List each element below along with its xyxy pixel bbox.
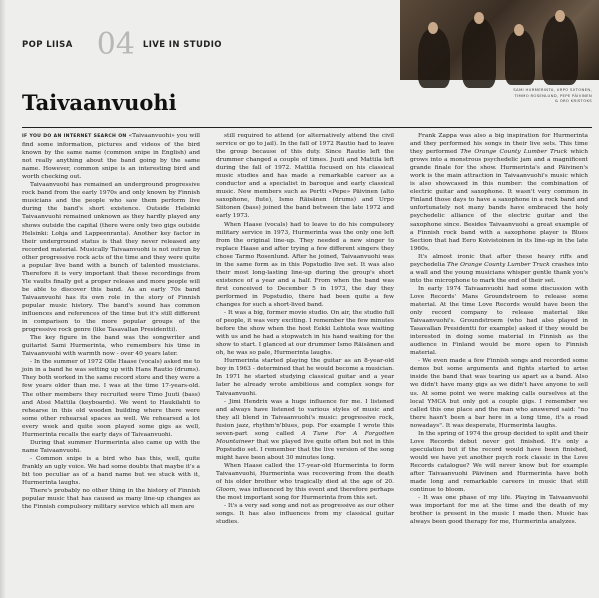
photo-face (428, 22, 438, 34)
body-paragraph: There's probably no other thing in the history of Finnish popular music that has caused as many line-up changes as the Finnish compulsory military service which all men are (22, 488, 200, 511)
body-paragraph: The key figure in the band was the songwriter and guitarist Sami Hurmerinta, who remembers his time in Taivaanvuohi with warmth now - over 40 years later. (22, 335, 200, 358)
column-3 (410, 132, 588, 526)
body-paragraph: In the spring of 1974 the group decided to split and their Love Records debut never got finished. It's only a speculation but if the record would have been finished, would we have yet another psych rock classic in the Love Records catalogue? We will never know but for example after Taivaanvuohi Päivinen and Hurmerinta have both made long and remarkable careers in music that still continue to bloom. (410, 430, 588, 494)
body-paragraph: - It was one phase of my life. Playing in Taivaanvuohi was important for me at the time and the death of my brother is present in the music I made then. Music has always been good therapy for me, Hurmerinta analyzes. (410, 495, 588, 526)
body-paragraph: When Haase called the 17-year-old Hurmerinta to form Taivaanvuohi, Hurmerinta was recovering from the death of his older brother who tragically died at the age of 20. Gloom, was influenced by this event and therefore perhaps the most important song for Hurmerinta from this set. (216, 462, 394, 502)
body-paragraph: Taivaanvuohi has remained an underground progressive rock band from the early 1970s and only known by Finnish musicians and the people who saw them perform live during the band's short existence. Outside Helsinki Taivaanvuohi remained unknown as they hardly played any shows outside the capital (there were only two gigs outside Helsinki: Lohja and Lappeenranta). Another key factor in their underground status is that they never released any recorded material. Musically Taivaanvuohi is not outrun by other progressive rock acts of the time and they were quite a popular live band with a bunch of talented musicians. Therefore it is very important that these recordings from Yle vaults finally get a proper release and more people will be able to discover this band. As an early 70s band Taivaanvuohi has its own role in the story of Finnish popular music history. The band's sound has common influences and references of the time but it's still different in comparison to the more popular groups of the progressive rock genre (like Tasavallan Presidentti). (22, 182, 200, 334)
body-paragraph: It's almost ironic that after these heavy riffs and psychedelia The Orange County Lumber Truck crashes into a wall and the young musicians whisper gentle thank you's into the microphone to mark the end of their set. (410, 253, 588, 284)
section-label: LIVE IN STUDIO (142, 40, 222, 50)
issue-number: 04 (96, 27, 135, 62)
photo-face (514, 24, 524, 36)
title-rule (22, 127, 592, 128)
body-paragraph: - It's a very sad song and not as progressive as our other songs. It has also influences from my classical guitar studies. (216, 503, 394, 526)
photo-face (555, 10, 565, 22)
body-paragraph: Hurmerinta started playing the guitar as an 8-year-old boy in 1963 - determined that he would become a musician. In 1971 he started studying classical guitar and a year later he already wrote ambitious and complex songs for Taivaanvuohi. (216, 358, 394, 397)
body-paragraph: Frank Zappa was also a big inspiration for Hurmerinta and they performed his songs in their live sets. This time they performed The Orange County Lumber Truck which grows into a monstrous psychedelic jam and a magnificent grande finale for the show. Hurmerinta's and Päivinen's work is the main attraction in Taivaanvuohi's music which is also showcased in this number: the combination of electric guitar and saxophone. It wasn't very common in Finland those days to have a saxophone in a rock band and unfortunately not many bands have embraced the holy psychedelic alliance of the electric guitar and the saxophone since. Besides Taivaanvuohi a great example of a Finnish rock band with a saxophone player is Blues Section that had Eero Koivistoinen in its line-up in the late 1960s. (410, 133, 589, 252)
photo-caption (430, 87, 592, 104)
article-body (22, 132, 592, 526)
body-paragraph: In early 1974 Taivaanvuohi had some discussion with Love Records' Mans Groundstroem to release some material. At the time Love Records would have been the only record company to release material like Taivaanvuohi's. Groundstroem (who had also played in Tasavallan Presidentti for example) asked if they would be interested in doing some material in Finnish as the audience in Finland would be more open to Finnish material. (410, 285, 588, 357)
caption-line: SAMI HURMERINTA, URPO SIITONEN, (513, 87, 592, 92)
page-header (22, 27, 222, 62)
column-2 (216, 132, 394, 526)
song-title: Gloom (216, 487, 236, 494)
song-title: The Orange County Lumber Truck (460, 149, 568, 156)
column-1 (22, 132, 200, 526)
page-gutter-shadow (0, 0, 6, 598)
caption-line: & ORO KRISTOKS (554, 98, 592, 104)
photo-figure (542, 15, 578, 85)
body-paragraph: - Common snipe is a bird who has this, well, quite frankly an ugly voice. We had some doubts that maybe it's a bit too peculiar as of a band name but we stuck with it, Hurmerinta laughs. (22, 455, 200, 487)
body-paragraph: During that summer Hurmerinta also came up with the name Taivaanvuohi. (22, 439, 200, 454)
photo-face (474, 12, 484, 24)
caption-line: TIMMO ROSENLUND, PEPE PÄIVINEN (514, 92, 592, 98)
song-title: A Tune For A Forgotten Mountaineer (216, 430, 394, 445)
lead-in: IF YOU DO AN INTERNET SEARCH ON (22, 134, 127, 139)
article-title: Taivaanvuohi (22, 90, 177, 115)
band-photo (400, 0, 599, 80)
body-paragraph: - It was a big, former movie studio. On air, the studio full of people, it was very exciting. I remember the few minutes before the show when the host Eekki Lehtola was waiting with us and he had a stopwatch in his hand waiting for the show to start. I glanced at our drummer Ismo Räisänen and oh, he was so pale, Hurmerinta laughs. (216, 310, 394, 357)
body-paragraph: - In the summer of 1972 Olle Haase (vocals) asked me to join in a band he was setting up with Hans Rautio (drums). They both worked in the same record store and they were a few years older than me. I was at the time 17-years-old. The other members they recruited were Timo Juuti (bass) and Atssi Mattila (keyboards). We went to Haukilahti to rehearse in this old wooden building where there were some other rehearsal spaces as well. We rehearsed a lot every week and quite soon played some gigs as well, Hurmerinta recalls the early days of Taivaanvuohi. (22, 359, 200, 438)
photo-figure (505, 30, 535, 85)
body-paragraph: still required to attend (or alternatively attend the civil service or go to jail). In the fall of 1972 Rautio had to leave the group because of this duty. Since Rautio left the drummer changed a couple of times. Juuti and Mattila left during the fall of 1972. Mattila focused on his classical music studies and has made a remarkable career as a conductor and a specialist in baroque and early classical music. New members such as Pertti «Pepe» Päivinen (alto saxophone, flute), Ismo Räisänen (drums) and Urpo Siitonen (bass) joined the band between the late 1972 and early 1973. (216, 133, 394, 220)
series-label: POP LIISA (22, 40, 73, 50)
body-paragraph: IF YOU DO AN INTERNET SEARCH ON «Taivaanvuohi» you will find some information, pictures and videos of the bird known by the same name (common snipe in English) and not really anything about the band going by the same name. However, common snipe is an interesting bird and worth checking out. (22, 133, 200, 181)
body-paragraph: - Jimi Hendrix was a huge influence for me. I listened and always have listened to various styles of music and they all blend in Taivaanvuohi's music: progressive rock, fusion jazz, rhythm'n'blues, pop. For example I wrote this seven-part song called A Tune For A Forgotten Mountaineer that we played live quite often but not in this Popstudio set. I remember that the live version of the song might have been about 30 minutes long. (216, 398, 394, 461)
photo-figure (418, 28, 450, 88)
photo-figure (462, 18, 496, 88)
body-paragraph: When Haase (vocals) had to leave to do his compulsory military service in 1973, Hurmerinta was the only one left from the original line-up. They needed a new singer to replace Haase and after trying a few different singers they chose Tarmo Rosenlund. After he joined, Taivaanvuohi was in the same form as in this Popstudio live set. It was also their most long-lasting line-up during the group's short existence of a year and a half. From when the band was first conceived to December 5 in 1973, the day they performed in Popstudio, there had been quite a few changes for such a short-lived band. (216, 221, 394, 308)
body-paragraph: - We even made a few Finnish songs and recorded some demos but some arguments and fights started to arise inside the band that was tearing us apart as a band. Also we didn't have many gigs as we didn't have anyone to sell us. At some point we were making calls ourselves at the local YMCA but only got a couple gigs. I remember we called this one place and the man who answered said: "no there hasn't been a bar here in a long time, it's a road nowadays". It was desperate, Hurmerinta laughs. (410, 358, 588, 429)
song-title: The Orange County Lumber Truck (446, 261, 550, 268)
